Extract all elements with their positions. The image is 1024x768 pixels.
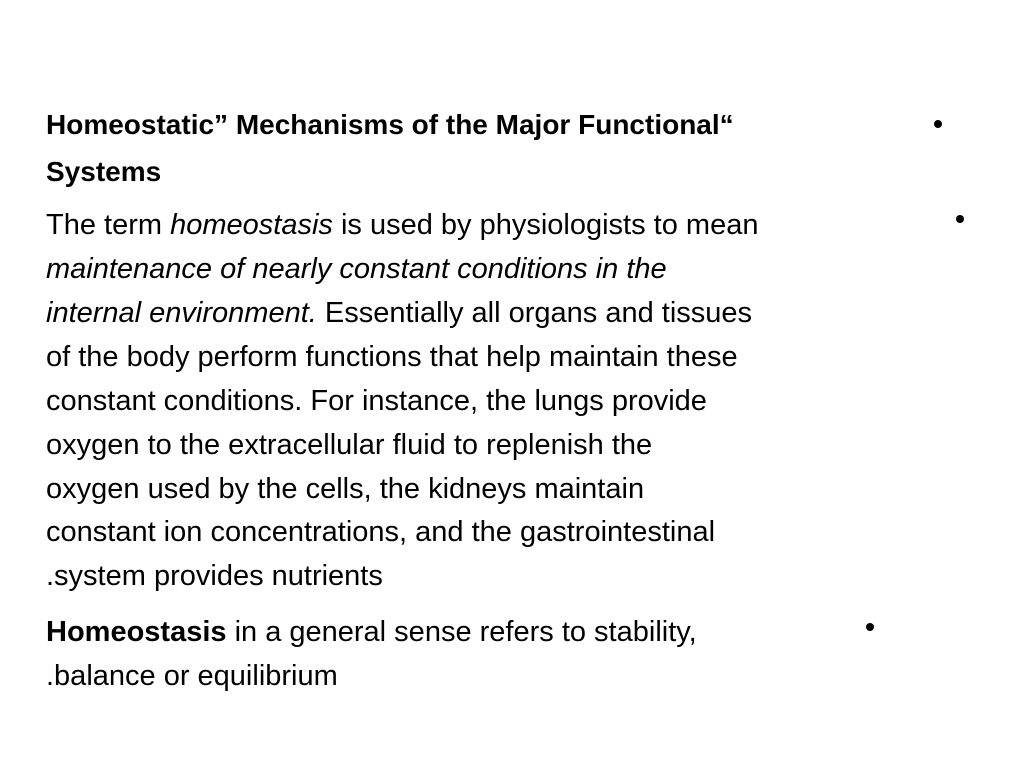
paragraph-line-2: maintenance of nearly constant conditions in the	[46, 253, 667, 285]
definition-line-1	[46, 610, 697, 654]
definition-line-2: .balance or equilibrium	[46, 660, 338, 692]
paragraph-line-5: constant conditions. For instance, the lungs provide	[46, 385, 707, 417]
text-run: is used by physiologists to mean	[332, 209, 759, 241]
text-run: Essentially all organs and tissues	[316, 297, 753, 329]
bullet-dot-1	[934, 120, 942, 128]
paragraph-line-1	[46, 203, 758, 247]
paragraph-line-6: oxygen to the extracellular fluid to replenish the	[46, 429, 653, 461]
paragraph-line-8: constant ion concentrations, and the gastrointestinal	[46, 516, 716, 548]
term-homeostasis-bold: Homeostasis	[46, 616, 227, 648]
paragraph-line-4: of the body perform functions that help maintain these	[46, 341, 738, 373]
text-run: in a general sense refers to stability,	[226, 616, 697, 648]
heading-line-1: Homeostatic” Mechanisms of the Major Functional“	[46, 109, 734, 140]
term-homeostasis: homeostasis	[170, 209, 333, 241]
heading-line-2: Systems	[46, 156, 162, 187]
italic-run: internal environment.	[46, 297, 317, 329]
paragraph-line-3	[46, 291, 752, 335]
paragraph-line-9: .system provides nutrients	[46, 560, 383, 592]
bullet-dot-2	[956, 215, 964, 223]
bullet-dot-3	[866, 623, 874, 631]
text-run: The term	[46, 209, 171, 241]
paragraph-line-7: oxygen used by the cells, the kidneys maintain	[46, 473, 645, 505]
